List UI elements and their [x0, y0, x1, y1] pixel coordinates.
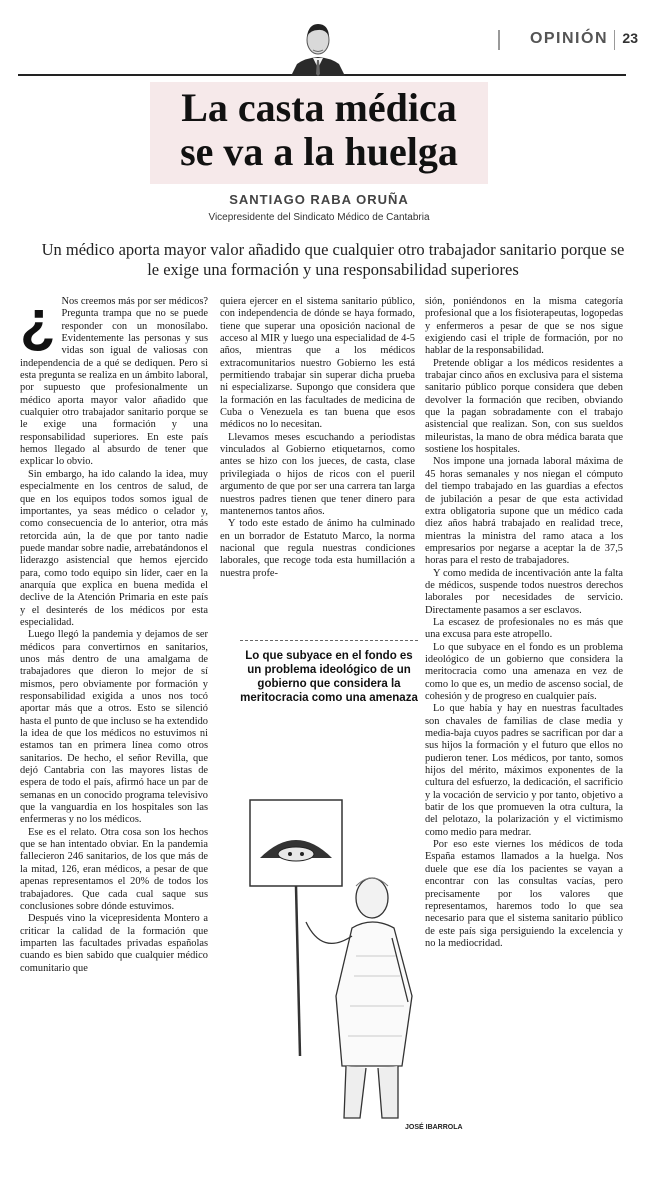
paragraph: La escasez de profesionales no es más que una excusa para este atropello.: [425, 616, 623, 641]
paragraph: Y como medida de incentivación ante la falta de médicos, suspende todos nuestros derechos laborales por necesidades de servicio. Directamente pasamos a ser esclavos.: [425, 567, 623, 616]
paragraph: Y todo este estado de ánimo ha culminado en un borrador de Estatuto Marco, la norma nacional que regula nuestras condiciones laborales, que recoge toda esta humillación a nuestra profe-: [220, 518, 415, 579]
paragraph: Luego llegó la pandemia y dejamos de ser médicos para convertirnos en sanitarios, unos más dentro de una amalgama de trabajadores que dieron lo mejor de sí mismos, pero obviamente por formación y responsabilidad exigida a unos nos tocó aportar más que a otros. Esto se silenció hasta el punto de que incluso se ha extendido la idea de que los médicos no estuvimos ni estamos tan en primera línea como otros sanitarios. De hecho, el señor Revilla, que dejó Cantabria con las mayores listas de espera de todo el país, afirmó hace un par de semanas en un conocido programa televisivo que la vanguardia en los hospitales son las enfermeras y no los médicos.: [20, 629, 208, 826]
paragraph: Después vino la vicepresidenta Montero a criticar la calidad de la formación que imparten las facultades privadas españolas cuando es bien sabido que cualquier médico comunitario que: [20, 913, 208, 974]
title-line-1: La casta médica: [181, 85, 457, 130]
article-lead: Un médico aporta mayor valor añadido que cualquier otro trabajador sanitario porque se le exige una formación y una responsabilidad superiores: [41, 240, 625, 279]
paragraph: Pretende obligar a los médicos residentes a trabajar cinco años en exclusiva para el sistema sanitario público porque considera que deben devolver la formación que reciben, obviando que la pagan sobradamente con el trabajo asistencial que realizan. Son, con sus sueldos mileuristas, la mano de obra médica barata que sostiene los hospitales.: [425, 357, 623, 456]
column-3: [425, 296, 623, 950]
paragraph: sión, poniéndonos en la misma categoría profesional que a los fisioterapeutas, logopedas y enfermeros a pesar de que se nos sigue exigiendo casi el triple de formación, por no hablar de la responsabilidad.: [425, 296, 623, 357]
paragraph: quiera ejercer en el sistema sanitario público, con independencia de dónde se haya formado, tiene que superar una oposición nacional de acceso al MIR y luego una especialidad de 4-5 años, mientras que a los médicos extracomunitarios nuestro Gobierno les está permitiendo trabajar sin superar dicha prueba ni especializarse. Supongo que considera que la formación en las facultades de medicina de Cuba o Venezuela es tan buena que esos médicos no lo necesitan.: [220, 296, 415, 431]
author-name: SANTIAGO RABA ORUÑA: [229, 192, 409, 207]
paragraph: Nos impone una jornada laboral máxima de 45 horas semanales y nos niegan el cómputo del tiempo trabajado en las guardias a efectos de jubilación a pesar de que esta actividad extra obligatoria supone que un médico cada diez años habrá trabajado en realidad trece, mientras la ministra del ramo ataca a los empresarios por negarse a aceptar la de 37,5 horas para el resto de trabajadores.: [425, 456, 623, 567]
author-role: Vicepresidente del Sindicato Médico de Cantabria: [208, 212, 430, 223]
section-divider: [614, 30, 615, 50]
page-number: 23: [622, 30, 638, 46]
paragraph: Por eso este viernes los médicos de toda España estamos llamados a la huelga. Nos duele que ese día los pacientes se vayan a encontrar con las consultas vacías, pero precisamente por los valores que representamos, haremos todo lo que sea necesario para que el sistema sanitario público de este país siga persiguiendo la excelencia y no la mediocridad.: [425, 839, 623, 949]
author-avatar: [285, 20, 351, 76]
pull-quote: Lo que subyace en el fondo es un problema ideológico de un gobierno que considera la meritocracia como una amenaza: [240, 640, 418, 705]
illustration-credit: JOSÉ IBARROLA: [405, 1124, 463, 1131]
paragraph: Lo que había y hay en nuestras facultades son chavales de familias de clase media y media-baja cuyos padres se sacrifican por dar a sus hijos la formación y el futuro que ellos no pudieron tener. Los médicos, por tanto, somos hijos del mérito, máximos exponentes de la cultura del esfuerzo, la dedicación, el sacrificio y la vocación de servicio y por tanto, objetivo a batir de los que promueven la otra cultura, la del pelotazo, la polarización y el victimismo como medio para medrar.: [425, 703, 623, 838]
paragraph: Ese es el relato. Otra cosa son los hechos que se han intentado obviar. En la pandemia fallecieron 246 sanitarios, de los que más de la mitad, 126, eran médicos, a pesar de que apenas representamos el 20% de todos los trabajadores. Que cada cual saque sus conclusiones sobre dónde estuvimos.: [20, 826, 208, 912]
article-title: [150, 86, 488, 174]
paragraph: Sin embargo, ha ido calando la idea, muy especialmente en los centros de salud, de que en los equipos todos somos igual de importantes, ya seas médico o celador y, como consecuencia de lo anterior, otra más retorcida aún, la de que por tanto nadie puede mandar sobre nadie, arrebatándonos el liderazgo asistencial que hemos ejercido para, como todo equipo sin líder, caer en la anarquía que explica en buena medida el declive de la Atención Primaria en este país y el desinterés de los médicos por esta especialidad.: [20, 468, 208, 628]
section-label: OPINIÓN: [529, 30, 608, 47]
paragraph: Nos creemos más por ser médicos? Pregunta trampa que no se puede responder con un monosílabo. Evidentemente las personas y sus vidas son igual de valiosas con independencia de a qué se dediquen. Pero si esta pregunta se realiza en un ámbito laboral, por supuesto que profesionalmente un médico aporta mayor valor añadido que cualquier otro trabajador sanitario porque se le exige una formación y una responsabilidad superiores. En este país hemos llegado al absurdo de tener que explicar lo obvio.: [20, 296, 208, 468]
title-line-2: se va a la huelga: [180, 129, 458, 174]
paragraph: Llevamos meses escuchando a periodistas vinculados al Gobierno etiquetarnos, como antes se hizo con los jueces, de casta, clase privilegiada o hijos de ricos con el pueril argumento de que por ser una carrera tan larga nuestros padres tienen que tener dinero para mantenernos tantos años.: [220, 431, 415, 517]
paragraph: Lo que subyace en el fondo es un problema ideológico de un gobierno que considera la meritocracia como una amenaza en vez de como lo que es, un medio de ascenso social, de cohesión y de progreso en cualquier país.: [425, 641, 623, 702]
man-figure: [306, 878, 412, 1118]
protest-sign: [250, 800, 342, 1056]
section-divider-left: [498, 30, 500, 50]
column-1: [20, 289, 208, 975]
column-2: [220, 296, 415, 580]
drop-cap: ¿: [20, 289, 56, 354]
